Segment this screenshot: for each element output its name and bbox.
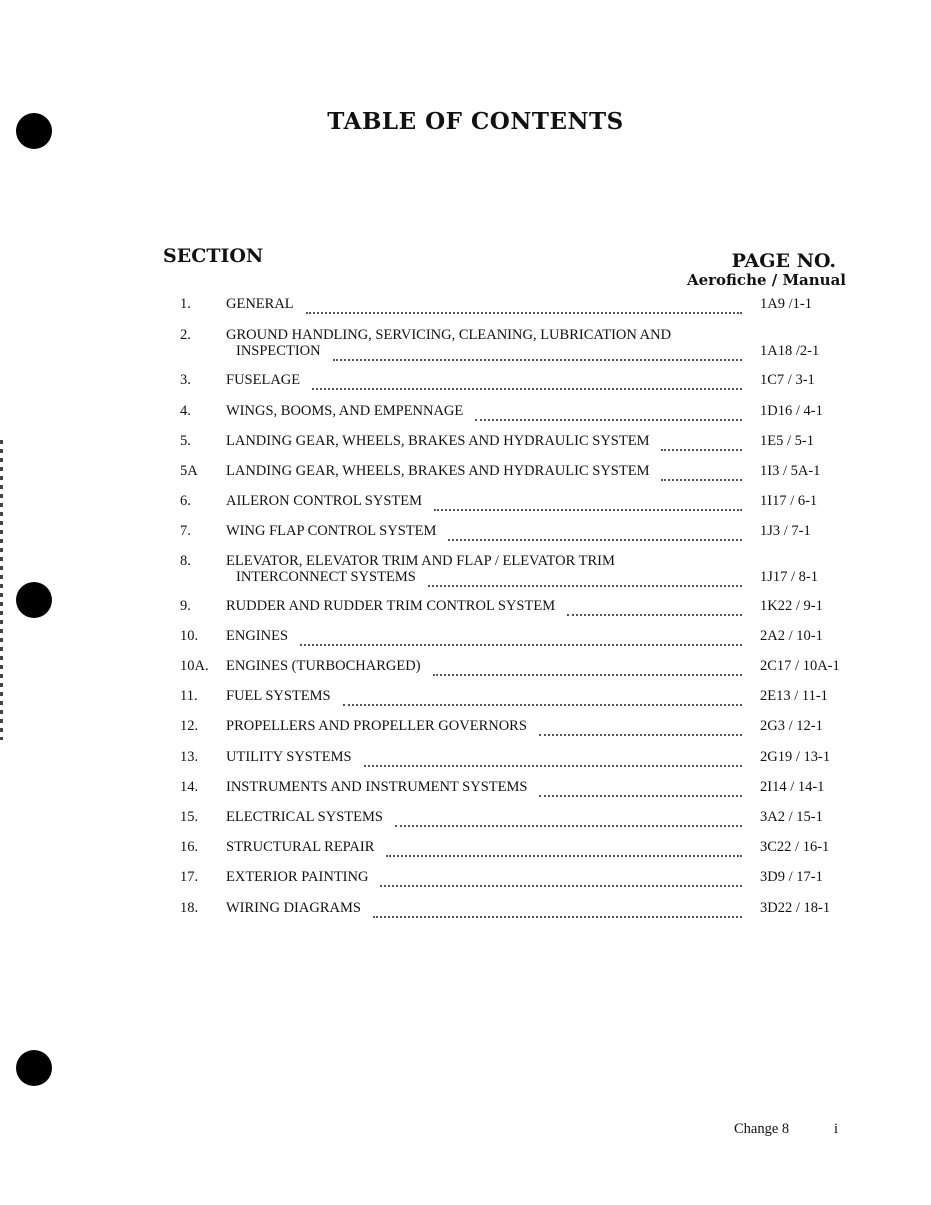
dot-leader: [343, 688, 742, 706]
dot-leader: [661, 463, 742, 481]
toc-entry-page: 1I3 / 5A-1: [760, 463, 821, 479]
toc-entry-page: 3D22 / 18-1: [760, 900, 831, 916]
toc-entry-page: 1C7 / 3-1: [760, 372, 815, 388]
toc-entry-page: 2C17 / 10A-1: [760, 658, 840, 674]
toc-entry-title: AILERON CONTROL SYSTEM: [226, 493, 423, 509]
dot-leader: [661, 433, 742, 451]
toc-entry-number: 13.: [180, 749, 199, 765]
toc-entry-number: 8.: [180, 553, 191, 569]
dot-leader: [300, 628, 742, 646]
toc-entry-page: 1J17 / 8-1: [760, 569, 818, 585]
toc-entry-number: 11.: [180, 688, 198, 704]
dot-leader: [567, 598, 742, 616]
toc-entry-title: FUEL SYSTEMS: [226, 688, 331, 704]
page-title: TABLE OF CONTENTS: [327, 108, 624, 135]
toc-entry-title: RUDDER AND RUDDER TRIM CONTROL SYSTEM: [226, 598, 556, 614]
dot-leader: [434, 493, 742, 511]
dot-leader: [539, 779, 742, 797]
toc-entry-number: 7.: [180, 523, 191, 539]
toc-entry-number: 4.: [180, 403, 191, 419]
toc-entry-number: 2.: [180, 327, 191, 343]
toc-entry-number: 16.: [180, 839, 199, 855]
toc-entry-title: STRUCTURAL REPAIR: [226, 839, 375, 855]
toc-entry-title: ENGINES (TURBOCHARGED): [226, 658, 421, 674]
toc-entry-page: 1J3 / 7-1: [760, 523, 811, 539]
toc-entry-number: 14.: [180, 779, 199, 795]
scan-edge-mark: [0, 440, 3, 740]
dot-leader: [380, 869, 742, 887]
toc-entry-number: 6.: [180, 493, 191, 509]
toc-entry-page: 1K22 / 9-1: [760, 598, 823, 614]
toc-entry-number: 9.: [180, 598, 191, 614]
dot-leader: [433, 658, 742, 676]
toc-entry-number: 10.: [180, 628, 199, 644]
toc-entry-number: 3.: [180, 372, 191, 388]
toc-entry-title: GENERAL: [226, 296, 294, 312]
toc-entry-page: 3A2 / 15-1: [760, 809, 823, 825]
toc-entry-title-continued: INTERCONNECT SYSTEMS: [236, 569, 416, 585]
toc-entry-page: 1I17 / 6-1: [760, 493, 818, 509]
toc-entry-title: WING FLAP CONTROL SYSTEM: [226, 523, 437, 539]
toc-entry-title: GROUND HANDLING, SERVICING, CLEANING, LUBRICATION AND: [226, 327, 672, 343]
toc-entry-page: 3C22 / 16-1: [760, 839, 830, 855]
toc-entry-number: 10A.: [180, 658, 209, 674]
toc-entry-title: ELEVATOR, ELEVATOR TRIM AND FLAP / ELEVATOR TRIM: [226, 553, 615, 569]
toc-entry-title: FUSELAGE: [226, 372, 301, 388]
toc-entry-page: 3D9 / 17-1: [760, 869, 823, 885]
toc-entry-title: LANDING GEAR, WHEELS, BRAKES AND HYDRAULIC SYSTEM: [226, 463, 650, 479]
dot-leader: [475, 403, 742, 421]
toc-entry-title: LANDING GEAR, WHEELS, BRAKES AND HYDRAULIC SYSTEM: [226, 433, 650, 449]
toc-entry-page: 1E5 / 5-1: [760, 433, 814, 449]
toc-entry-page: 1A9 /1-1: [760, 296, 812, 312]
dot-leader: [539, 718, 742, 736]
toc-entry-page: 2E13 / 11-1: [760, 688, 828, 704]
toc-entry-page: 2G3 / 12-1: [760, 718, 823, 734]
toc-entry-number: 15.: [180, 809, 199, 825]
toc-entry-title: EXTERIOR PAINTING: [226, 869, 369, 885]
toc-entry-title: INSTRUMENTS AND INSTRUMENT SYSTEMS: [226, 779, 528, 795]
toc-entry-title: ELECTRICAL SYSTEMS: [226, 809, 383, 825]
section-column-header: SECTION: [163, 245, 264, 267]
toc-entry-page: 1D16 / 4-1: [760, 403, 823, 419]
toc-entry-page: 1A18 /2-1: [760, 343, 820, 359]
dot-leader: [428, 569, 742, 587]
dot-leader: [373, 900, 742, 918]
dot-leader: [306, 296, 742, 314]
toc-entry-number: 12.: [180, 718, 199, 734]
dot-leader: [364, 749, 742, 767]
change-number: Change 8: [734, 1121, 790, 1137]
toc-entry-page: 2G19 / 13-1: [760, 749, 831, 765]
toc-entry-number: 5.: [180, 433, 191, 449]
toc-entry-title: WINGS, BOOMS, AND EMPENNAGE: [226, 403, 464, 419]
dot-leader: [386, 839, 742, 857]
dot-leader: [448, 523, 742, 541]
toc-entry-number: 1.: [180, 296, 191, 312]
dot-leader: [312, 372, 742, 390]
page-number: i: [834, 1121, 839, 1137]
dot-leader: [333, 343, 742, 361]
dot-leader: [395, 809, 742, 827]
page-number-subheader: Aerofiche / Manual: [686, 271, 846, 289]
toc-entry-title: ENGINES: [226, 628, 289, 644]
toc-entry-title: PROPELLERS AND PROPELLER GOVERNORS: [226, 718, 527, 734]
toc-entry-title-continued: INSPECTION: [236, 343, 321, 359]
toc-entry-title: UTILITY SYSTEMS: [226, 749, 352, 765]
toc-entry-page: 2I14 / 14-1: [760, 779, 825, 795]
binder-hole: [16, 582, 52, 618]
toc-entry-page: 2A2 / 10-1: [760, 628, 823, 644]
page-number-column-header: PAGE NO.: [731, 250, 836, 272]
binder-hole: [16, 1050, 52, 1086]
toc-entry-number: 18.: [180, 900, 199, 916]
toc-entry-title: WIRING DIAGRAMS: [226, 900, 361, 916]
toc-entry-number: 17.: [180, 869, 199, 885]
toc-entry-number: 5A: [180, 463, 198, 479]
